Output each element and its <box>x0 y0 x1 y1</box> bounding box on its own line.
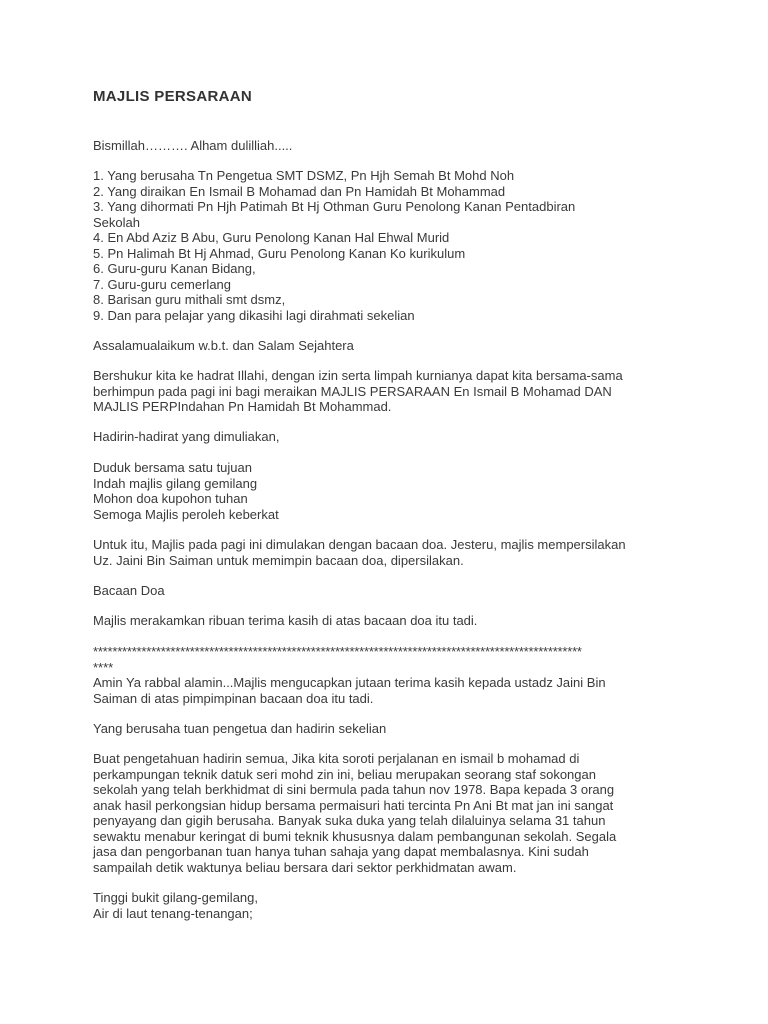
salutation-item-1: 1. Yang berusaha Tn Pengetua SMT DSMZ, Pn Hjh Semah Bt Mohd Noh <box>93 168 515 183</box>
paragraph-gratitude-line-1: Bershukur kita ke hadrat Illahi, dengan izin serta limpah kurnianya dapat kita bersama-sama <box>93 368 623 383</box>
paragraph-bio-line-4: anak hasil perkongsian hidup bersama permaisuri hati tercinta Pn Ani Bt mat jan ini sangat <box>93 797 614 813</box>
paragraph-bio-line-3: sekolah yang telah berkhidmat di sini bermula pada tahun nov 1978. Bapa kepada 3 orang <box>93 782 615 797</box>
separator-stars-cont: **** <box>93 659 114 675</box>
paragraph-amin-line-1: Amin Ya rabbal alamin...Majlis mengucapkan jutaan terima kasih kepada ustadz Jaini Bin <box>93 675 606 690</box>
paragraph-amin-line-2: Saiman di atas pimpimpinan bacaan doa itu tadi. <box>93 690 374 706</box>
salutation-item-4: 4. En Abd Aziz B Abu, Guru Penolong Kanan Hal Ehwal Murid <box>93 230 450 245</box>
audience-address: Hadirin-hadirat yang dimuliakan, <box>93 429 280 444</box>
paragraph-bio-line-5: penyayang dan gigih berusaha. Banyak suka duka yang telah dilaluinya selama 31 tahun <box>93 813 606 828</box>
pantun-1-line-4: Semoga Majlis peroleh keberkat <box>93 506 279 522</box>
salutation-item-7: 7. Guru-guru cemerlang <box>93 276 232 292</box>
paragraph-bio-line-6: sewaktu menabur keringat di bumi teknik khususnya dalam pembangunan sekolah. Segala <box>93 828 617 844</box>
paragraph-prayer-line-2: Uz. Jaini Bin Saiman untuk memimpin bacaan doa, dipersilakan. <box>93 552 464 568</box>
pantun-1-line-3: Mohon doa kupohon tuhan <box>93 491 248 506</box>
salutation-item-5: 5. Pn Halimah Bt Hj Ahmad, Guru Penolong Kanan Ko kurikulum <box>93 245 466 261</box>
salutation-item-9: 9. Dan para pelajar yang dikasihi lagi dirahmati sekelian <box>93 307 415 323</box>
paragraph-prayer-line-1: Untuk itu, Majlis pada pagi ini dimulakan dengan bacaan doa. Jesteru, majlis mempersilakan <box>93 537 626 552</box>
paragraph-gratitude-line-2: berhimpun pada pagi ini bagi meraikan MAJLIS PERSARAAN En Ismail B Mohamad DAN <box>93 383 612 399</box>
document-title: MAJLIS PERSARAAN <box>93 88 252 105</box>
salutation-item-3-cont: Sekolah <box>93 214 140 230</box>
salutation-item-8: 8. Barisan guru mithali smt dsmz, <box>93 292 286 307</box>
address-principal: Yang berusaha tuan pengetua dan hadirin sekelian <box>93 721 387 736</box>
paragraph-bio-line-7: jasa dan pengorbanan tuan hanya tuhan sahaja yang dapat membalasnya. Kini sudah <box>93 844 589 859</box>
separator-stars: ***************************************************************************************************** <box>93 644 582 659</box>
paragraph-bio-line-1: Buat pengetahuan hadirin semua, Jika kita soroti perjalanan en ismail b mohamad di <box>93 751 580 766</box>
pantun-1-line-1: Duduk bersama satu tujuan <box>93 460 252 475</box>
paragraph-bio-line-8: sampailah detik waktunya beliau bersara dari sektor perkhidmatan awam. <box>93 859 517 875</box>
paragraph-gratitude-line-3: MAJLIS PERPIndahan Pn Hamidah Bt Mohammad. <box>93 399 392 414</box>
salutation-item-2: 2. Yang diraikan En Ismail B Mohamad dan Pn Hamidah Bt Mohammad <box>93 183 506 199</box>
paragraph-bio-line-2: perkampungan teknik datuk seri mohd zin ini, beliau merupakan seorang staf sokongan <box>93 766 596 782</box>
prayer-heading: Bacaan Doa <box>93 583 165 598</box>
salutation-item-6: 6. Guru-guru Kanan Bidang, <box>93 261 256 276</box>
greeting-line: Assalamualaikum w.b.t. dan Salam Sejahtera <box>93 338 354 353</box>
pantun-2-line-1: Tinggi bukit gilang-gemilang, <box>93 890 259 905</box>
pantun-1-line-2: Indah majlis gilang gemilang <box>93 475 258 491</box>
thanks-line: Majlis merakamkan ribuan terima kasih di atas bacaan doa itu tadi. <box>93 613 478 628</box>
pantun-2-line-2: Air di laut tenang-tenangan; <box>93 905 253 921</box>
salutation-item-3: 3. Yang dihormati Pn Hjh Patimah Bt Hj Othman Guru Penolong Kanan Pentadbiran <box>93 199 576 214</box>
opening-line: Bismillah………. Alham dulilliah..... <box>93 138 293 153</box>
